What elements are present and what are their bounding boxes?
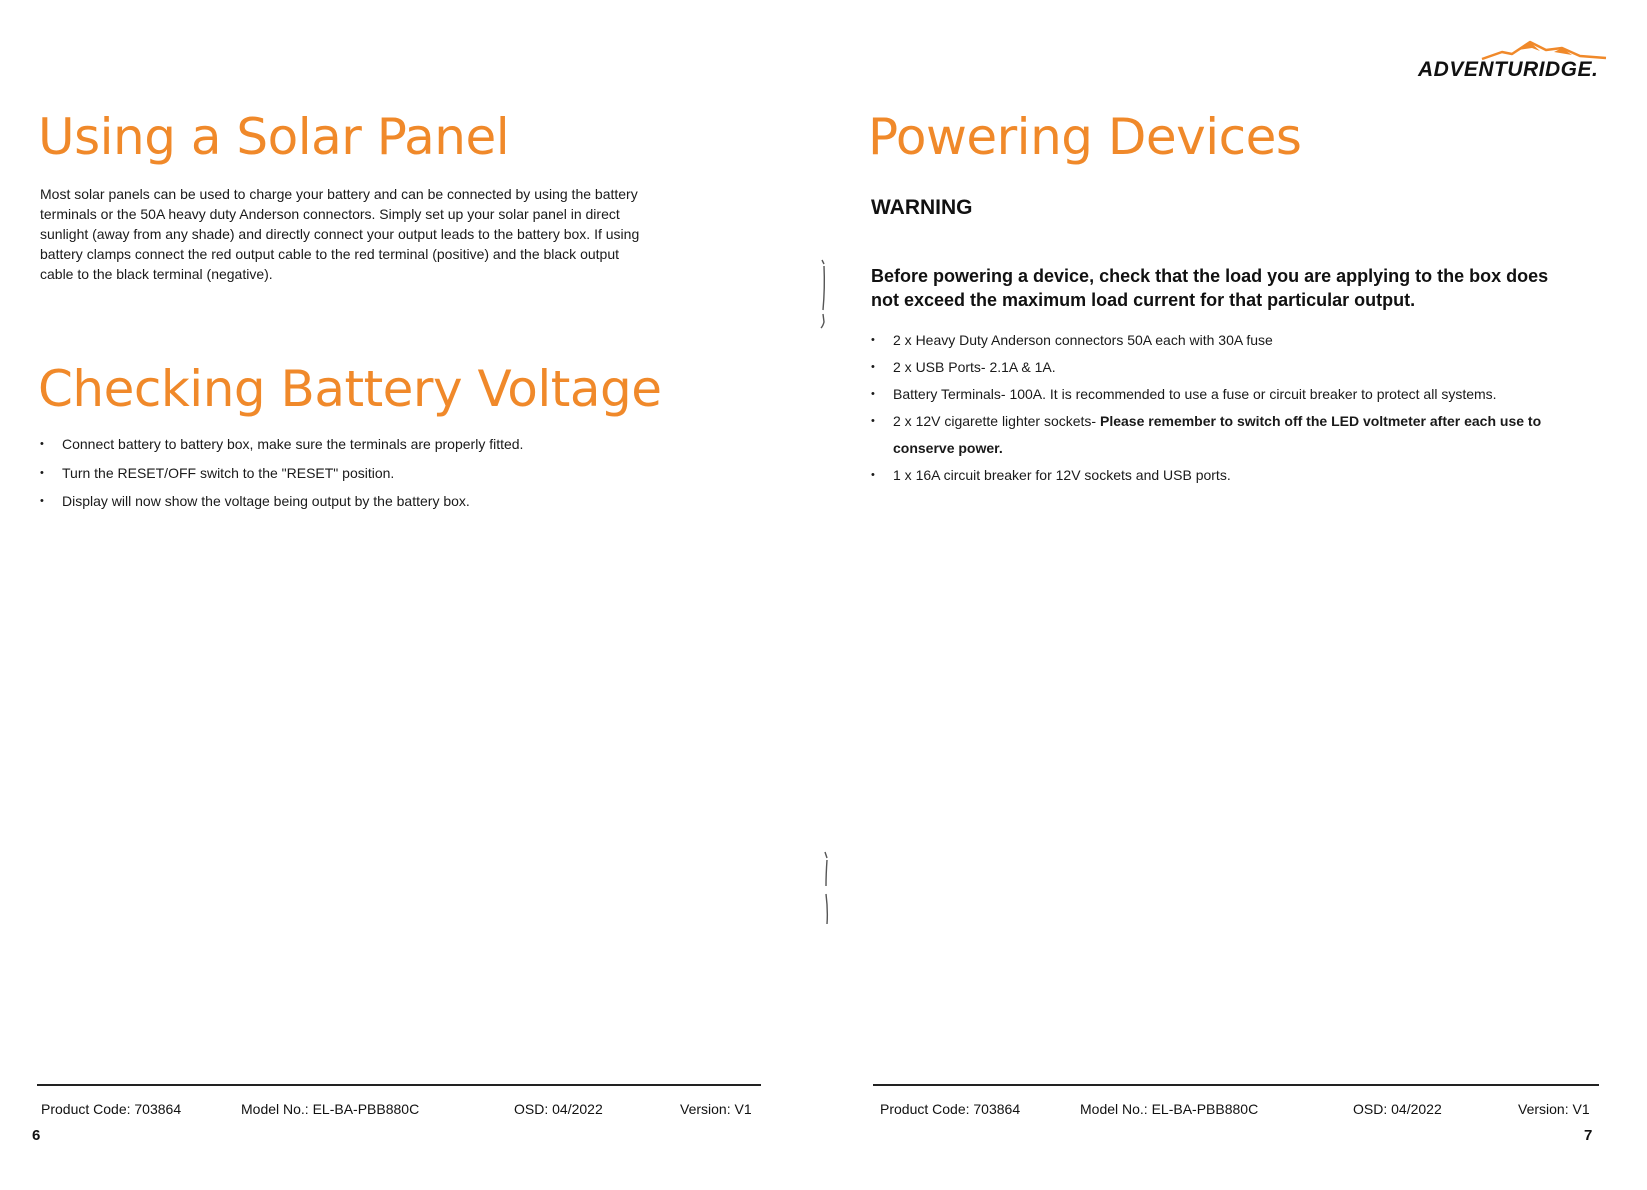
footer-version: Version: V1	[680, 1101, 752, 1117]
warning-line: not exceed the maximum load current for that particular output.	[871, 290, 1416, 310]
footer-rule	[37, 1084, 761, 1086]
footer-product-code: Product Code: 703864	[41, 1101, 182, 1117]
battery-voltage-heading: Checking Battery Voltage	[38, 360, 662, 418]
warning-line: Before powering a device, check that the load you are applying to the box does	[871, 266, 1549, 286]
warning-text	[871, 264, 1548, 312]
list-item: • Display will now show the voltage being output by the battery box.	[40, 491, 523, 511]
logo-wordmark: ADVENTURIDGE.	[1418, 58, 1599, 81]
solar-panel-paragraph	[40, 184, 639, 284]
list-item: • 2 x Heavy Duty Anderson connectors 50A each with 30A fuse	[871, 327, 1541, 354]
item-note-bold: conserve power.	[893, 440, 1003, 456]
list-item	[871, 408, 1541, 462]
brand-logo	[1418, 38, 1628, 88]
right-page	[823, 0, 1647, 1190]
page-number: 6	[32, 1127, 41, 1144]
powering-devices-heading: Powering Devices	[868, 108, 1302, 166]
solar-line: Most solar panels can be used to charge your battery and can be connected by using the battery	[40, 186, 638, 202]
footer-rule	[873, 1084, 1599, 1086]
list-item: • 1 x 16A circuit breaker for 12V sockets and USB ports.	[871, 462, 1541, 489]
footer-osd: OSD: 04/2022	[514, 1101, 603, 1117]
solar-panel-heading: Using a Solar Panel	[38, 108, 510, 166]
item-note-bold: Please remember to switch off the LED voltmeter after each use to	[1100, 413, 1542, 429]
solar-line: cable to the black terminal (negative).	[40, 266, 273, 282]
page-number: 7	[1584, 1127, 1593, 1144]
left-page	[0, 0, 823, 1190]
footer-product-code: Product Code: 703864	[880, 1101, 1021, 1117]
list-item: • Battery Terminals- 100A. It is recommended to use a fuse or circuit breaker to protect all systems.	[871, 381, 1541, 408]
list-item: • Turn the RESET/OFF switch to the "RESET" position.	[40, 463, 523, 483]
item-text: 2 x 12V cigarette lighter sockets-	[893, 413, 1100, 429]
voltage-steps-list	[40, 434, 523, 520]
footer-model-no: Model No.: EL-BA-PBB880C	[1080, 1101, 1259, 1117]
footer-model-no: Model No.: EL-BA-PBB880C	[241, 1101, 420, 1117]
outputs-list	[871, 327, 1541, 489]
warning-title: WARNING	[871, 196, 973, 219]
footer-version: Version: V1	[1518, 1101, 1590, 1117]
solar-line: terminals or the 50A heavy duty Anderson connectors. Simply set up your solar panel in direct	[40, 206, 620, 222]
list-item: • Connect battery to battery box, make sure the terminals are properly fitted.	[40, 434, 523, 454]
solar-line: battery clamps connect the red output cable to the red terminal (positive) and the black output	[40, 246, 619, 262]
solar-line: sunlight (away from any shade) and directly connect your output leads to the battery box. If using	[40, 226, 640, 242]
footer-osd: OSD: 04/2022	[1353, 1101, 1442, 1117]
list-item: • 2 x USB Ports- 2.1A & 1A.	[871, 354, 1541, 381]
